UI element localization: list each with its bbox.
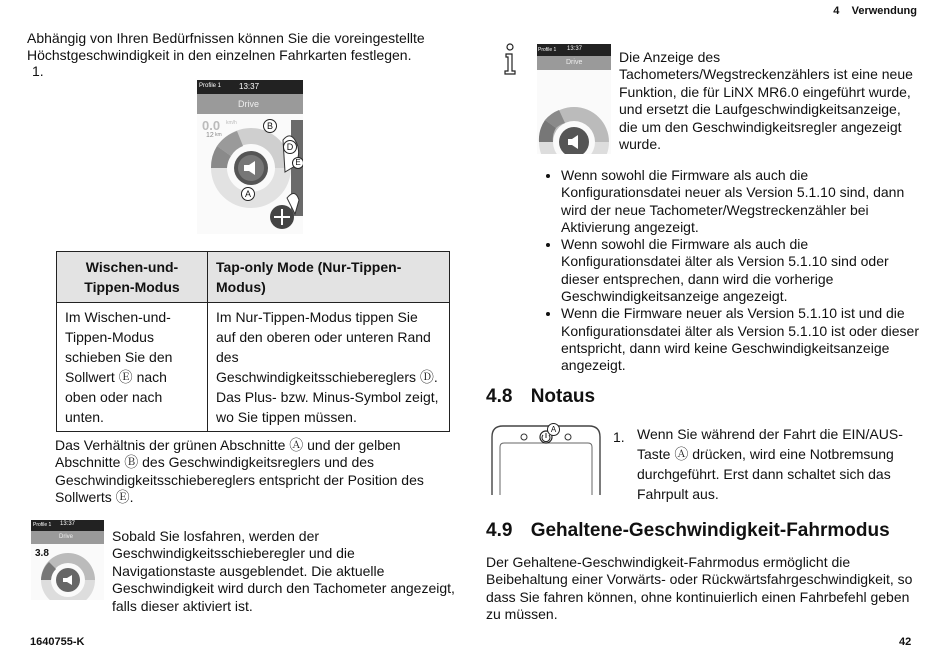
intro-paragraph: Abhängig von Ihren Bedürfnissen können Sie die voreingestellte Höchstgeschwindigkeit in den einzelnen Fahrkarten festlegen. bbox=[27, 30, 425, 64]
max-speed: 12 bbox=[206, 132, 214, 139]
notaus-paragraph: Wenn Sie während der Fahrt die EIN/AUS-Taste Ⓐ drücken, wird eine Notbremsung durchgeführt. Erst dann schaltet sich das Fahrpult aus. bbox=[637, 426, 903, 502]
callout-e: E bbox=[292, 157, 303, 169]
speed-dial-graphic bbox=[197, 80, 303, 234]
callout-d: D bbox=[283, 140, 297, 154]
tachometer-graphic bbox=[537, 44, 611, 154]
table-cell-swipe: Im Wischen-und-Tippen-Modus schieben Sie den Sollwert Ⓔ nach oben oder nach unten. bbox=[57, 303, 208, 432]
section-number: 4.8 bbox=[486, 386, 513, 407]
mode-label: Drive bbox=[238, 99, 260, 109]
callout-a: A bbox=[547, 423, 560, 436]
document-number: 1640755-K bbox=[30, 636, 85, 648]
mode-label: Drive bbox=[59, 534, 74, 540]
section-number: 4.9 bbox=[486, 520, 513, 541]
controller-illustration bbox=[488, 423, 604, 495]
section-title: Gehaltene-Geschwindigkeit-Fahrmodus bbox=[530, 520, 890, 541]
section-heading-notaus bbox=[486, 386, 595, 408]
speedometer-graphic bbox=[31, 520, 104, 600]
chapter-number: 4 bbox=[833, 5, 840, 17]
max-speed-unit: km bbox=[215, 132, 222, 138]
clock: 13:37 bbox=[239, 82, 260, 91]
table-header-row bbox=[57, 252, 450, 303]
driving-paragraph: Sobald Sie losfahren, werden der Geschwindigkeitsschieberegler und die Navigationstaste ausgeblendet. Die aktuelle Geschwindigkeit wird durch den Tachometer angezeigt, falls dieser aktiviert ist. bbox=[112, 528, 455, 614]
clock: 13:37 bbox=[60, 521, 76, 527]
controller-outline bbox=[488, 423, 604, 495]
list-item: • Wenn sowohl die Firmware als auch die Konfigurationsdatei neuer als Version 5.1.10 sind, dann wird der neue Tachometer/Wegstreckenzähler bei Aktivierung angezeigt. bbox=[561, 167, 921, 236]
speed-readout: 3.8 bbox=[35, 548, 49, 559]
clock: 13:37 bbox=[567, 46, 583, 52]
callout-a: A bbox=[241, 187, 255, 201]
table-row bbox=[57, 303, 450, 432]
section-heading-cruise bbox=[486, 520, 890, 542]
driving-speed-screenshot bbox=[31, 520, 104, 600]
firmware-bullet-list bbox=[543, 167, 921, 375]
speed-readout: 0.0 bbox=[202, 118, 221, 133]
cruise-paragraph: Der Gehaltene-Geschwindigkeit-Fahrmodus ermöglicht die Beibehaltung einer Vorwärts- oder Rückwärtsfahrgeschwindigkeit, so dass Sie fahren können, ohne kontinuierlich einen Fahrbefehl geben zu müssen. bbox=[486, 554, 913, 623]
mode-comparison-table bbox=[56, 251, 450, 432]
list-item: • Wenn die Firmware neuer als Version 5.1.10 ist und die Konfigurationsdatei älter als Version 5.1.10 ist oder dieser entspricht, dann wird keine Geschwindigkeitsanzeige angezeigt. bbox=[561, 305, 921, 374]
profile-label: Profile 1 bbox=[199, 83, 222, 89]
page-number: 42 bbox=[899, 636, 912, 648]
notaus-step-number: 1. bbox=[613, 429, 625, 445]
callout-b: B bbox=[263, 119, 277, 133]
tachometer-info-screenshot bbox=[537, 44, 611, 154]
mode-label: Drive bbox=[566, 59, 583, 66]
table-header-tap: Tap-only Mode (Nur-Tippen-Modus) bbox=[208, 252, 450, 303]
table-header-swipe: Wischen-und-Tippen-Modus bbox=[57, 252, 208, 303]
step-number: 1. bbox=[32, 63, 44, 79]
chapter-title: Verwendung bbox=[851, 5, 917, 17]
ratio-paragraph: Das Verhältnis der grünen Abschnitte Ⓐ und der gelben Abschnitte Ⓑ des Geschwindigkeitsreglers und des Geschwindigkeitsschiebereglers entspricht der Position des Sollwerts Ⓔ. bbox=[55, 437, 424, 506]
table-cell-tap: Im Nur-Tippen-Modus tippen Sie auf den oberen oder unteren Rand des Geschwindigkeitsschiebereglers Ⓓ. Das Plus- bzw. Minus-Symbol zeigt, wo Sie tippen müssen. bbox=[208, 303, 450, 432]
profile-label: Profile 1 bbox=[538, 47, 557, 53]
info-glyph bbox=[503, 43, 517, 75]
section-title: Notaus bbox=[530, 386, 596, 407]
info-icon bbox=[503, 43, 517, 75]
speed-setting-screenshot bbox=[197, 80, 303, 234]
info-paragraph: Die Anzeige des Tachometers/Wegstreckenzählers ist eine neue Funktion, die für LiNX MR6.0 eingeführt wurde, und ersetzt die Laufgeschwindigkeitsanzeige, die um den Geschwindigkeitsregler angezeigt wurde. bbox=[619, 49, 913, 153]
list-item: • Wenn sowohl die Firmware als auch die Konfigurationsdatei älter als Version 5.1.10 sind oder dieser entsprechen, dann wird die vorherige Geschwindigkeitsanzeige angezeigt. bbox=[561, 236, 921, 305]
profile-label: Profile 1 bbox=[33, 522, 52, 528]
speed-unit: km/h bbox=[226, 120, 237, 126]
running-header bbox=[833, 5, 917, 17]
